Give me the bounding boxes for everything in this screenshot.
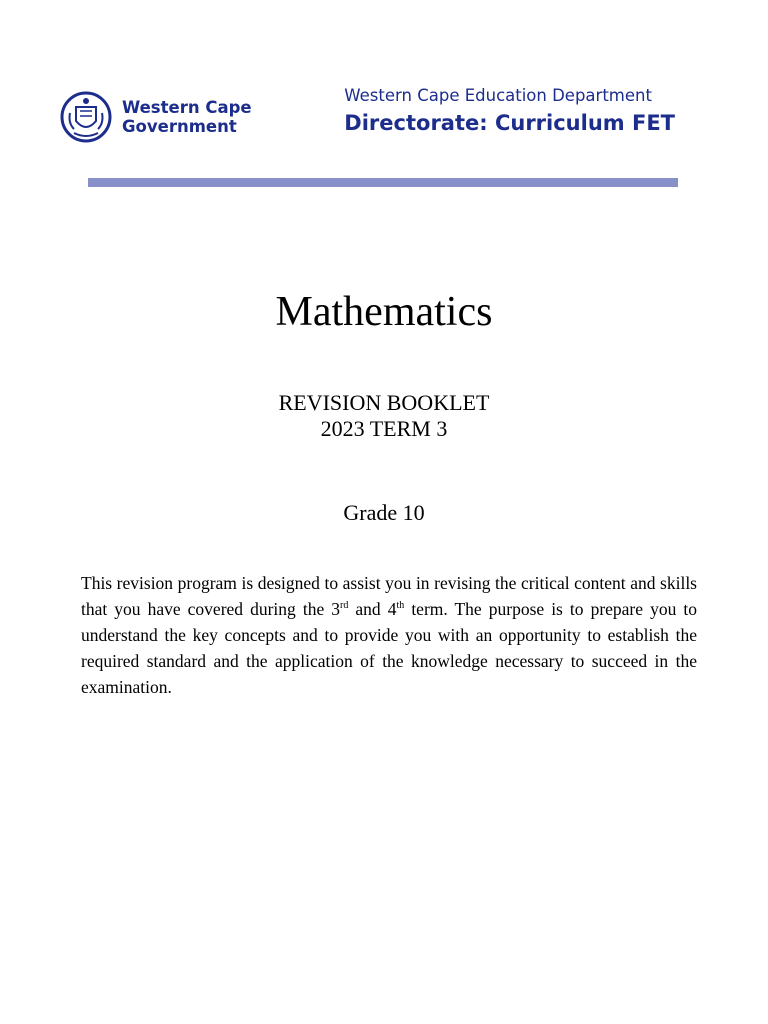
intro-text-1: This revision program is designed to assist you in revising the critical content and skills that you have covered during the 3 (81, 573, 697, 619)
government-logo (60, 87, 252, 147)
intro-sup-1: rd (340, 600, 349, 612)
booklet-heading (0, 390, 768, 442)
logo-line-2: Government (122, 117, 237, 136)
department-name: Western Cape Education Department (344, 86, 652, 105)
department-heading (344, 86, 675, 135)
logo-text (122, 98, 252, 136)
page-header (0, 0, 768, 200)
logo-line-1: Western Cape (122, 98, 252, 117)
booklet-line-1: REVISION BOOKLET (278, 390, 490, 415)
page-title: Mathematics (275, 289, 493, 335)
intro-paragraph (81, 570, 697, 700)
header-divider (88, 178, 678, 187)
directorate-name: Directorate: Curriculum FET (344, 111, 675, 135)
intro-sup-2: th (396, 600, 405, 612)
grade-label: Grade 10 (343, 500, 425, 525)
intro-text-2: and 4 (348, 599, 397, 619)
intro-text-3: term. The purpose is to prepare you to understand the key concepts and to provide you with an opportunity to establish the required standard and the application of the knowledge necessary to succeed in the examination. (81, 599, 697, 697)
coat-of-arms-icon (60, 87, 112, 147)
booklet-line-2: 2023 TERM 3 (320, 416, 448, 441)
